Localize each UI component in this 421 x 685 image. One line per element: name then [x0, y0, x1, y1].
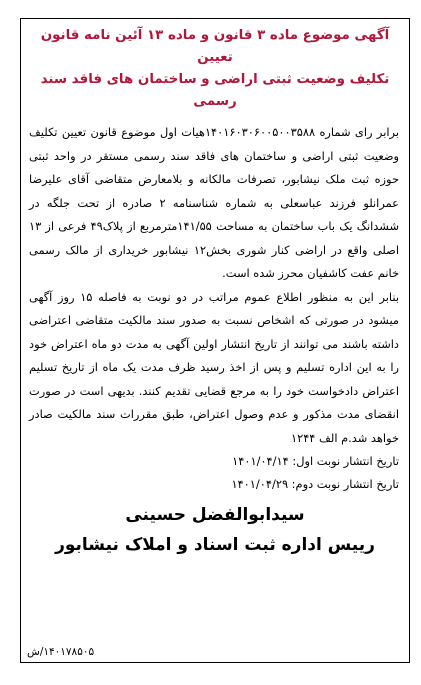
header-line-1: آگهی موضوع ماده ۳ قانون و ماده ۱۳ آئین نامه قانون تعیین	[40, 28, 390, 65]
legal-notice	[20, 18, 410, 663]
notice-header	[21, 19, 409, 113]
second-publication-date: تاریخ انتشار نوبت دوم: ۱۴۰۱/۰۴/۲۹	[231, 477, 399, 491]
signatory-title: رییس اداره ثبت اسناد و املاک نیشابور	[55, 535, 375, 555]
first-publication-date: تاریخ انتشار نوبت اول: ۱۴۰۱/۰۴/۱۴	[232, 454, 399, 468]
ruling-paragraph: برابر رای شماره ۱۴۰۱۶۰۳۰۶۰۰۵۰۰۳۵۸۸هیات اول موضوع قانون تعیین تکلیف وضعیت ثبتی اراضی و ساختمان های فاقد سند رسمی مستقر در واحد ثبتی حوزه ثبت ملک نیشابور، تصرفات مالکانه و بلامعارض متقاضی آقای علیرضا عمرانلو فرزند عباسعلی به شماره شناسنامه ۲ صادره از تحت جلگه در ششدانگ یک باب ساختمان به مساحت ۱۴۱/۵۵مترمربع از پلاک۴۹ فرعی از ۱۳ اصلی واقع در اراضی کنار شوری بخش۱۲ نیشابور خریداری از مالک رسمی خانم عفت کاشفیان محرز شده است.	[29, 125, 400, 280]
header-line-2: تکلیف وضعیت ثبتی اراضی و ساختمان های فاقد سند رسمی	[40, 72, 390, 109]
notice-body	[21, 121, 409, 450]
reference-code: ۱۴۰۱۷۸۵۰۵/ش	[27, 646, 95, 658]
objection-paragraph: بنابر این به منظور اطلاع عموم مراتب در دو نوبت به فاصله ۱۵ روز آگهی میشود در صورتی که اشخاص نسبت به صدور سند مالکیت متقاضی اعتراضی داشته باشند می توانند از تاریخ انتشار اولین آگهی به مدت دو ماه اعتراض خود را به این اداره تسلیم و پس از اخذ رسید ظرف مدت یک ماه از تاریخ تسلیم اعتراض دادخواست خود را به مرجع قضایی تقدیم کنند. بدیهی است در صورت انقضای مدت مذکور و عدم وصول اعتراض، طبق مقررات سند مالکیت صادر خواهد شد.م الف ۱۲۴۴	[29, 289, 399, 445]
signatory-name: سیدابوالفضل حسینی	[125, 505, 305, 525]
